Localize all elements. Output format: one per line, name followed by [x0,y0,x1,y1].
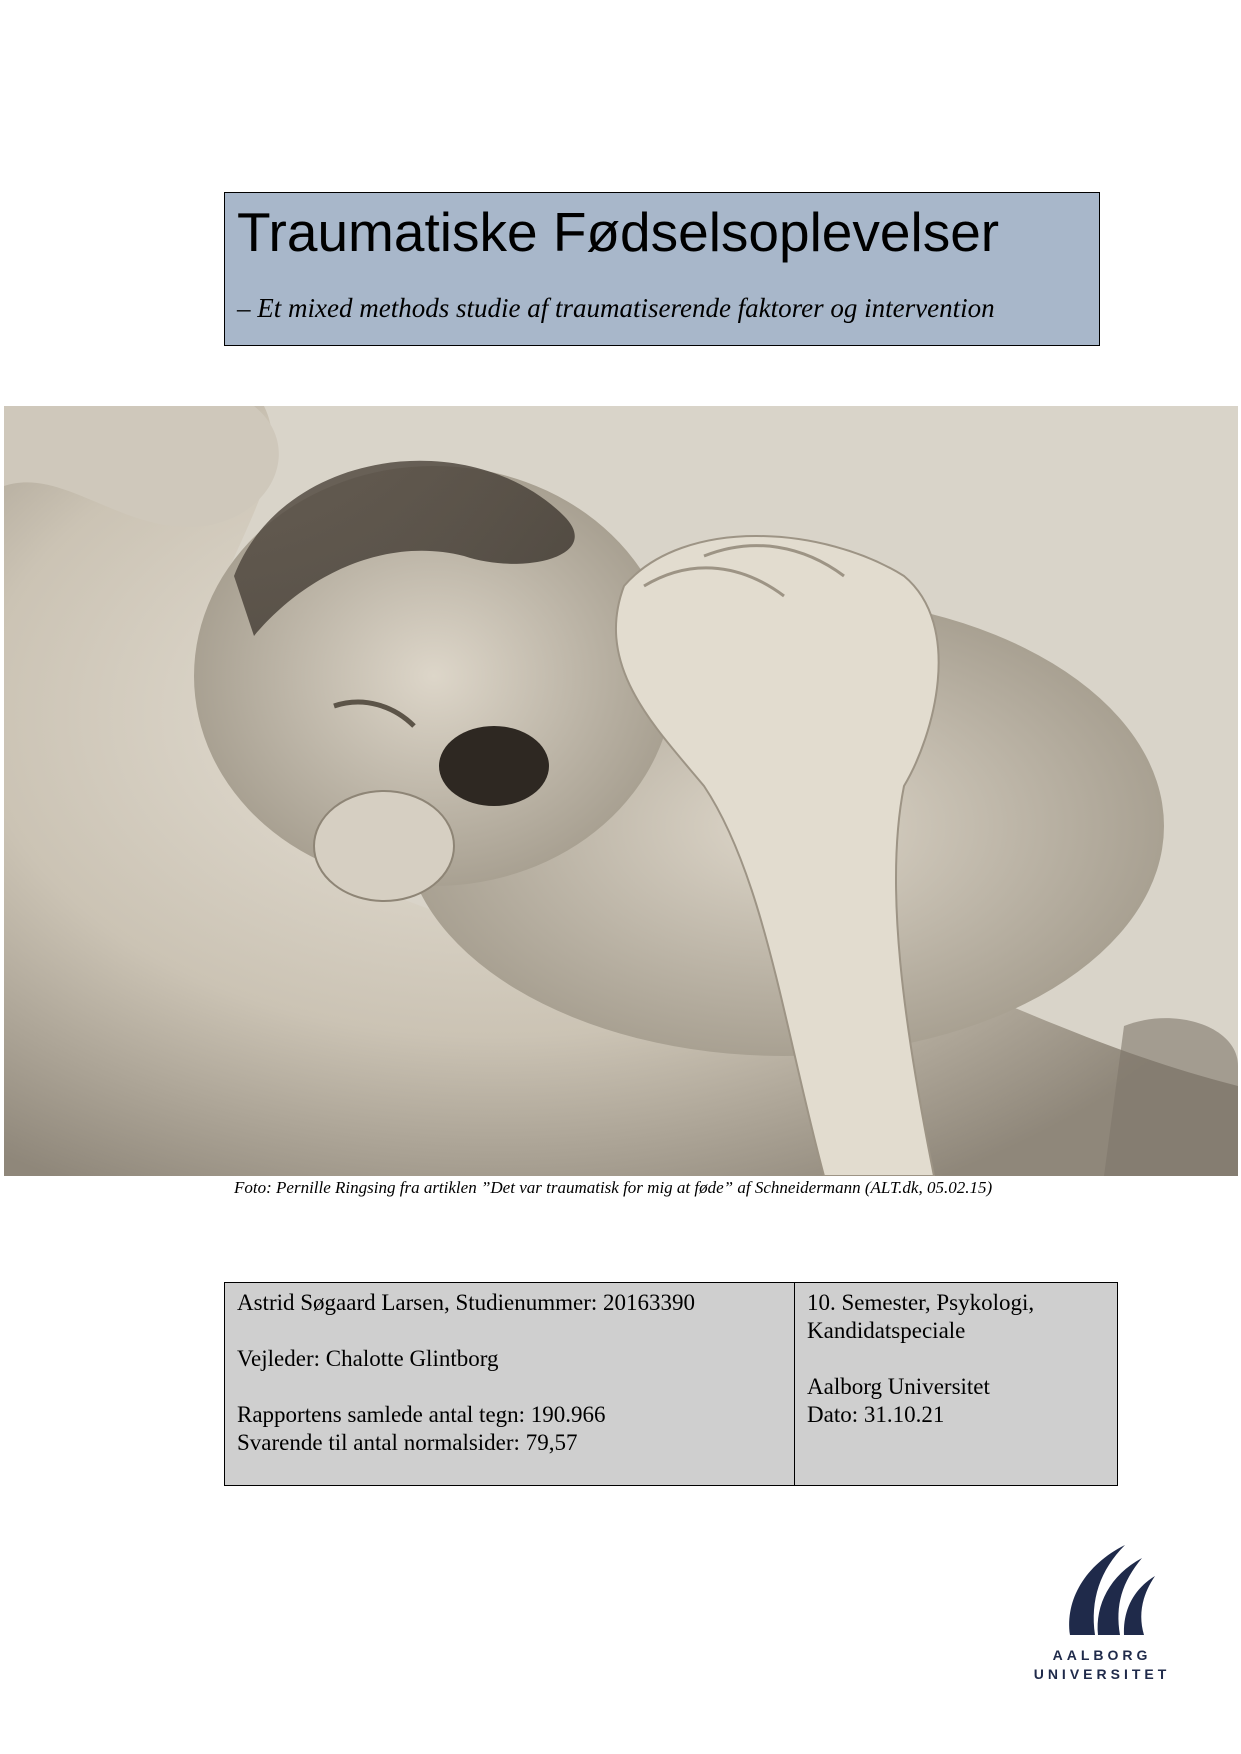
spacer-line [237,1373,782,1401]
date-line: Dato: 31.10.21 [807,1402,945,1427]
logo-line-1: AALBORG [1052,1647,1152,1663]
info-table [224,1282,1118,1486]
supervisor-line: Vejleder: Chalotte Glintborg [237,1346,499,1371]
university-line: Aalborg Universitet [807,1374,990,1399]
info-left-column [225,1283,795,1485]
thesis-type-line: Kandidatspeciale [807,1318,966,1343]
title-box [224,192,1100,346]
info-right-column [795,1283,1117,1485]
document-title: Traumatiske Fødselsoplevelser [237,201,1000,263]
author-line: Astrid Søgaard Larsen, Studienummer: 20163390 [237,1290,696,1315]
semester-line: 10. Semester, Psykologi, [807,1290,1035,1315]
photo-illustration [4,406,1238,1176]
normal-pages-line: Svarende til antal normalsider: 79,57 [237,1430,578,1455]
spacer-line [807,1345,1105,1373]
cover-photo [4,406,1238,1176]
character-count-line: Rapportens samlede antal tegn: 190.966 [237,1402,606,1427]
document-subtitle: – Et mixed methods studie af traumatiserende faktorer og intervention [237,293,995,323]
logo-line-2: UNIVERSITET [1033,1666,1171,1682]
photo-caption: Foto: Pernille Ringsing fra artiklen ”Det var traumatisk for mig at føde” af Schneidermann (ALT.dk, 05.02.15) [234,1178,993,1197]
university-logo-text [1022,1646,1182,1684]
spacer-line [237,1317,782,1345]
